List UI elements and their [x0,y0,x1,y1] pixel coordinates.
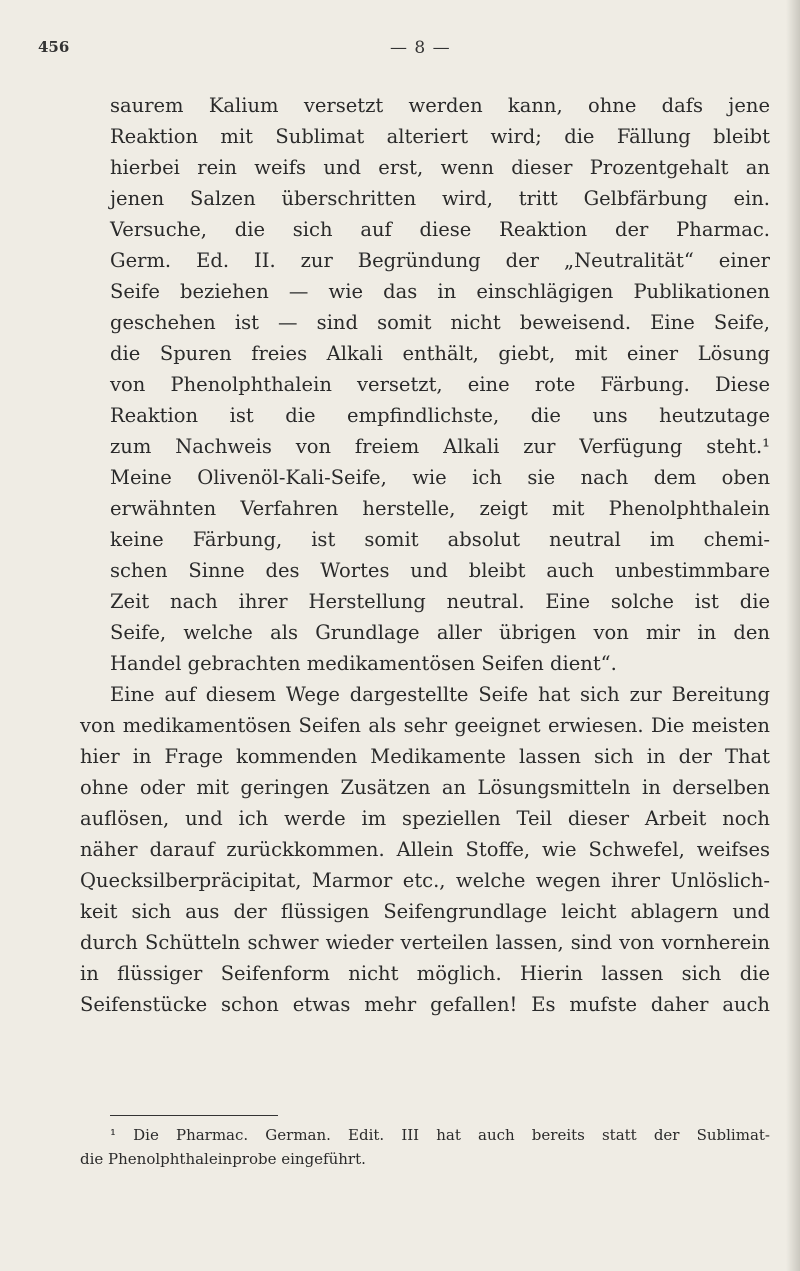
footnote-line-1: ¹ Die Pharmac. German. Edit. III hat auch bereits statt der Sublimat- [110,1126,770,1144]
body-line: Seifenstücke schon etwas mehr gefallen! Es mufste daher auch [80,993,770,1016]
body-line: Quecksilberpräcipitat, Marmor etc., welche wegen ihrer Unlöslich- [80,869,770,892]
sheet-number: — 8 — [390,38,451,58]
body-line: Meine Olivenöl-Kali-Seife, wie ich sie nach dem oben [110,466,770,489]
footnote-divider [110,1115,278,1116]
page-edge-shadow [786,0,800,1271]
body-line: geschehen ist — sind somit nicht beweisend. Eine Seife, [110,311,770,334]
body-line: saurem Kalium versetzt werden kann, ohne dafs jene [110,94,770,117]
body-line: die Spuren freies Alkali enthält, giebt, mit einer Lösung [110,342,770,365]
body-line: Reaktion ist die empfindlichste, die uns heutzutage [110,404,770,427]
body-line: in flüssiger Seifenform nicht möglich. Hierin lassen sich die [80,962,770,985]
body-line: Eine auf diesem Wege dargestellte Seife hat sich zur Bereitung [110,683,770,706]
footnote-line-2: die Phenolphthaleinprobe eingeführt. [80,1150,366,1168]
body-line: hier in Frage kommenden Medikamente lassen sich in der That [80,745,770,768]
body-line: ohne oder mit geringen Zusätzen an Lösungsmitteln in derselben [80,776,770,799]
body-line: keine Färbung, ist somit absolut neutral im chemi- [110,528,770,551]
body-line: zum Nachweis von freiem Alkali zur Verfügung steht.¹ [110,435,770,458]
body-text [80,90,770,1020]
body-line: auflösen, und ich werde im speziellen Teil dieser Arbeit noch [80,807,770,830]
body-line: von Phenolphthalein versetzt, eine rote Färbung. Diese [110,373,770,396]
body-line: Zeit nach ihrer Herstellung neutral. Eine solche ist die [110,590,770,613]
body-line: Reaktion mit Sublimat alteriert wird; die Fällung bleibt [110,125,770,148]
body-line: Germ. Ed. II. zur Begründung der „Neutralität“ einer [110,249,770,272]
body-line: keit sich aus der flüssigen Seifengrundlage leicht ablagern und [80,900,770,923]
body-line: näher darauf zurückkommen. Allein Stoffe, wie Schwefel, weifses [80,838,770,861]
body-line: schen Sinne des Wortes und bleibt auch unbestimmbare [110,559,770,582]
body-line: von medikamentösen Seifen als sehr geeignet erwiesen. Die meisten [80,714,770,737]
body-line: hierbei rein weifs und erst, wenn dieser Prozentgehalt an [110,156,770,179]
body-line: erwähnten Verfahren herstelle, zeigt mit Phenolphthalein [110,497,770,520]
body-line: Versuche, die sich auf diese Reaktion der Pharmac. [110,218,770,241]
footnote [80,1123,770,1171]
body-line: Seife beziehen — wie das in einschlägigen Publikationen [110,280,770,303]
body-line: durch Schütteln schwer wieder verteilen lassen, sind von vornherein [80,931,770,954]
body-line: jenen Salzen überschritten wird, tritt Gelbfärbung ein. [110,187,770,210]
body-line: Seife, welche als Grundlage aller übrigen von mir in den [110,621,770,644]
body-line: Handel gebrachten medikamentösen Seifen dient“. [110,652,617,675]
page-number: 456 [38,38,70,56]
